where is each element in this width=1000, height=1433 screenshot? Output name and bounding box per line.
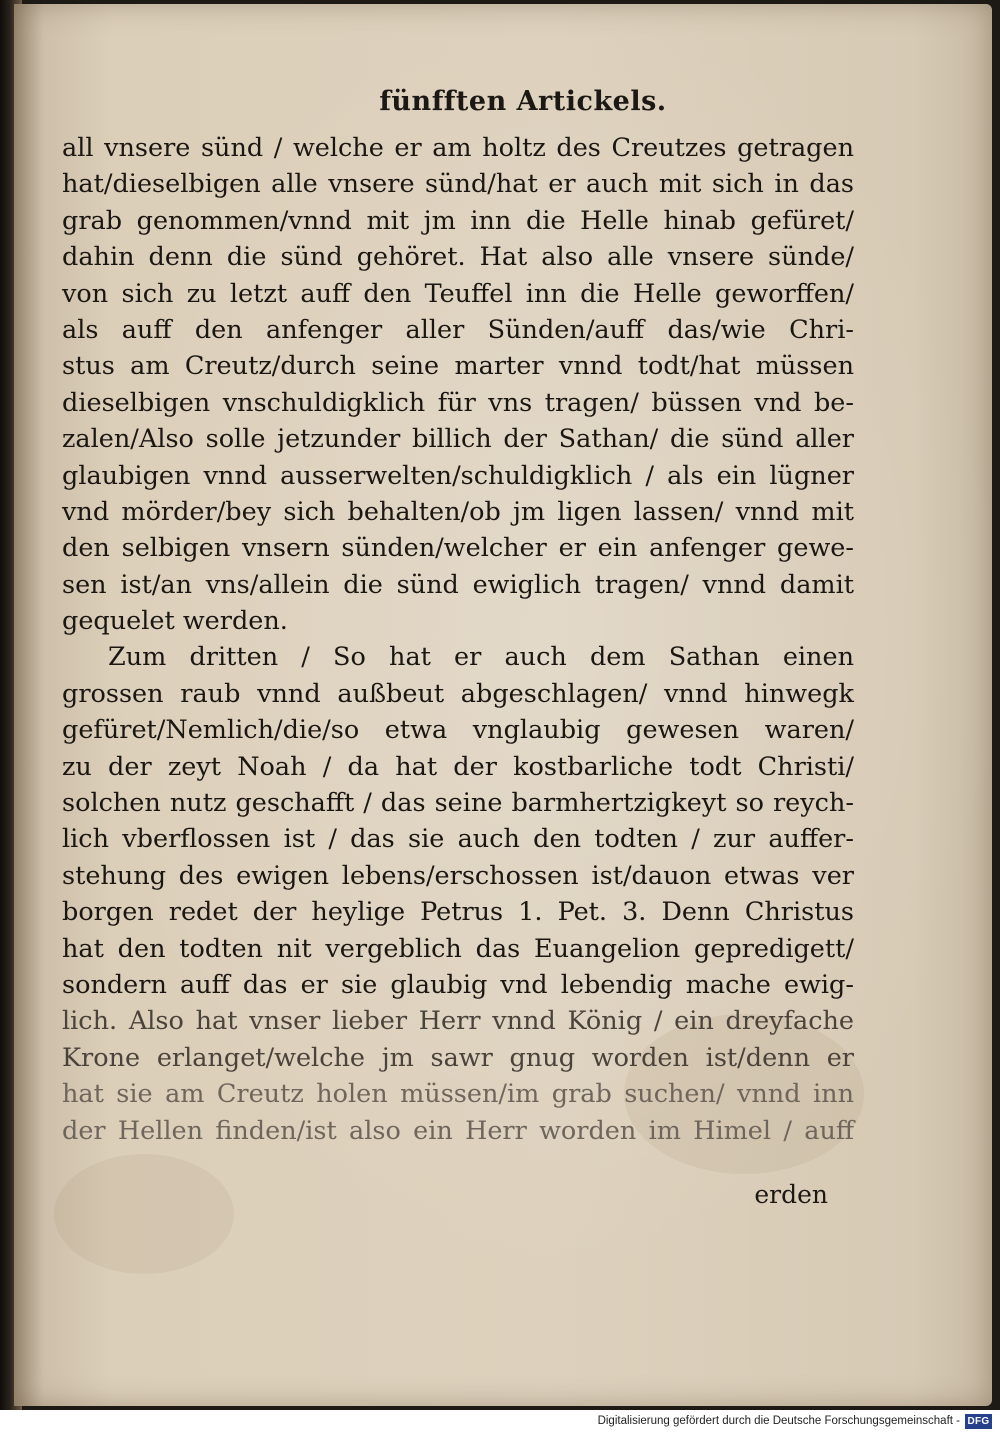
text-line: gequelet werden. (62, 606, 288, 637)
text-line: hat sie am Creutz holen müssen/im grab suchen/ vnnd inn (62, 1079, 854, 1110)
text-line: Krone erlanget/welche jm sawr gnug worden ist/denn er (62, 1042, 854, 1073)
text-line: grossen raub vnnd außbeut abgeschlagen/ vnnd hinwegk (62, 678, 854, 709)
text-line: gefüret/Nemlich/die/so etwa vnglaubig gewesen waren/ (62, 715, 854, 746)
running-head: fünfften Artickels. (379, 86, 667, 117)
text-line: lich. Also hat vnser lieber Herr vnnd König / ein dreyfache (62, 1006, 854, 1037)
text-line: stus am Creutz/durch seine marter vnnd todt/hat müssen (62, 351, 854, 382)
text-line: vnd mörder/bey sich behalten/ob jm ligen lassen/ vnnd mit (62, 496, 854, 527)
text-line: von sich zu letzt auff den Teuffel inn die Helle geworffen/ (62, 278, 854, 309)
text-line: grab genommen/vnnd mit jm inn die Helle hinab gefüret/ (62, 205, 854, 236)
text-line: lich vberflossen ist / das sie auch den todten / zur auffer- (62, 824, 854, 855)
digitization-note: Digitalisierung gefördert durch die Deutsche Forschungsgemeinschaft - (597, 1415, 960, 1427)
text-line: hat/dieselbigen alle vnsere sünd/hat er auch mit sich in das (62, 169, 854, 200)
text-line: dahin denn die sünd gehöret. Hat also alle vnsere sünde/ (62, 242, 854, 273)
text-line: glaubigen vnnd ausserwelten/schuldigklich / als ein lügner (62, 460, 854, 491)
book-page (14, 4, 992, 1406)
text-line: sondern auff das er sie glaubig vnd lebendig mache ewig- (62, 969, 854, 1000)
body-text (62, 130, 854, 1149)
text-line: all vnsere sünd / welche er am holtz des Creutzes getragen (62, 133, 854, 163)
text-line: dieselbigen vnschuldigklich für vns tragen/ büssen vnd be- (62, 387, 854, 418)
text-line: sen ist/an vns/allein die sünd ewiglich tragen/ vnnd damit (62, 569, 854, 600)
text-line: stehung des ewigen lebens/erschossen ist/dauon etwas ver (62, 860, 854, 891)
text-line: hat den todten nit vergeblich das Euangelion gepredigett/ (62, 933, 854, 964)
text-line: zalen/Also solle jetzunder billich der Sathan/ die sünd aller (62, 424, 854, 455)
text-line: der Hellen finden/ist also ein Herr worden im Himel / auff (62, 1115, 854, 1146)
text-line: den selbigen vnsern sünden/welcher er ein anfenger gewe- (62, 533, 854, 564)
text-line: solchen nutz geschafft / das seine barmhertzigkeyt so reych- (62, 788, 854, 819)
text-line: als auff den anfenger aller Sünden/auff das/wie Chri- (62, 314, 854, 345)
catchword: erden (754, 1180, 828, 1209)
text-line: borgen redet der heylige Petrus 1. Pet. 3. Denn Christus (62, 897, 854, 928)
paper-stain (54, 1154, 234, 1274)
dfg-logo-icon: DFG (965, 1414, 992, 1429)
text-line: zu der zeyt Noah / da hat der kostbarliche todt Christi/ (62, 751, 854, 782)
paragraph-start-line: Zum dritten / So hat er auch dem Sathan einen (108, 642, 854, 673)
